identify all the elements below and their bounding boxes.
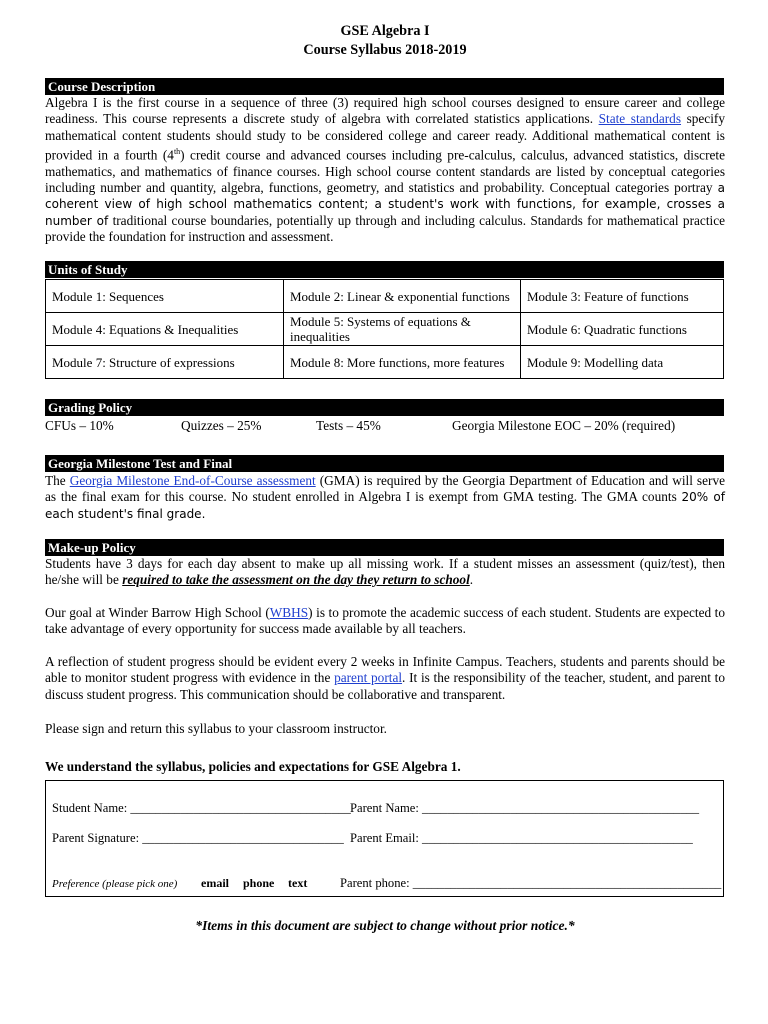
grade-item-eoc: Georgia Milestone EOC – 20% (required) xyxy=(452,418,676,433)
grade-item-tests: Tests – 45% xyxy=(316,418,381,433)
parent-phone-field[interactable]: Parent phone: _________________________________________________ xyxy=(340,876,722,890)
module-cell: Module 6: Quadratic functions xyxy=(521,313,724,346)
document-title: GSE Algebra I xyxy=(340,23,430,39)
milestone-assessment-link[interactable]: Georgia Milestone End-of-Course assessment xyxy=(69,473,316,488)
grade-item-cfus: CFUs – 10% xyxy=(45,418,114,433)
module-cell: Module 5: Systems of equations & inequalities xyxy=(284,313,521,346)
module-cell: Module 7: Structure of expressions xyxy=(46,346,284,379)
change-notice: *Items in this document are subject to change without prior notice.* xyxy=(195,918,575,933)
signature-form xyxy=(45,780,724,897)
module-cell: Module 2: Linear & exponential functions xyxy=(284,280,521,313)
module-cell: Module 1: Sequences xyxy=(46,280,284,313)
preference-phone-option[interactable]: phone xyxy=(243,876,275,890)
grading-policy-items xyxy=(45,418,725,435)
course-description-heading: Course Description xyxy=(45,78,724,95)
units-table xyxy=(45,279,724,379)
makeup-policy-heading: Make-up Policy xyxy=(45,539,724,556)
state-standards-link[interactable]: State standards xyxy=(598,111,682,127)
parent-name-field[interactable]: Parent Name: ____________________________________________ xyxy=(350,801,700,815)
table-row xyxy=(46,280,724,313)
document-subtitle: Course Syllabus 2018-2019 xyxy=(303,42,467,58)
preference-label: Preference (please pick one) xyxy=(52,878,178,890)
sign-request-text: Please sign and return this syllabus to your classroom instructor. xyxy=(45,721,387,736)
goal-text: Our goal at Winder Barrow High School (WBHS) is to promote the academic success of each student. Students are expected to take advantage of every opportunity for success made available by all teachers. xyxy=(45,605,725,637)
grade-item-quizzes: Quizzes – 25% xyxy=(181,418,262,433)
student-name-field[interactable]: Student Name: ___________________________________ xyxy=(52,801,351,815)
grading-policy-heading: Grading Policy xyxy=(45,399,724,416)
makeup-emphasis: required to take the assessment on the day they return to school xyxy=(122,572,470,588)
milestone-text: The Georgia Milestone End-of-Course assessment (GMA) is required by the Georgia Department of Education and will serve as the final exam for this course. No student enrolled in Algebra I is exempt from GMA testing. The GMA counts 20% of each student's final grade. xyxy=(45,473,725,521)
understand-statement: We understand the syllabus, policies and expectations for GSE Algebra 1. xyxy=(45,759,461,774)
module-cell: Module 8: More functions, more features xyxy=(284,346,521,379)
parent-portal-link[interactable]: parent portal xyxy=(334,670,403,686)
preference-email-option[interactable]: email xyxy=(201,876,229,890)
course-description-text: Algebra I is the first course in a sequence of three (3) required high school courses designed to ensure career and college readiness. This course represents a discrete study of algebra with correlated statistics applications. State standards specify mathematical content students should study to be considered college and career ready. Additional mathematical content is provided in a fourth (4th) credit course and advanced courses including pre-calculus, calculus, advanced statistics, discrete mathematics, and mathematics of finance courses. High school course content standards are listed by conceptual categories including number and quantity, algebra, functions, geometry, and statistics and probability. Conceptual categories portray a coherent view of high school mathematics content; a student's work with functions, for example, crosses a number of traditional course boundaries, potentially up through and including calculus. Standards for mathematical practice provide the foundation for instruction and assessment. xyxy=(45,95,726,244)
units-of-study-heading: Units of Study xyxy=(45,261,724,278)
module-cell: Module 3: Feature of functions xyxy=(521,280,724,313)
table-row xyxy=(46,313,724,346)
wbhs-link[interactable]: WBHS xyxy=(269,605,309,620)
parent-signature-field[interactable]: Parent Signature: ________________________________ xyxy=(52,831,344,845)
module-cell: Module 9: Modelling data xyxy=(521,346,724,379)
milestone-heading: Georgia Milestone Test and Final xyxy=(45,455,724,472)
makeup-policy-text: Students have 3 days for each day absent to make up all missing work. If a student misses an assessment (quiz/test), then he/she will be required to take the assessment on the day they return to school. xyxy=(45,556,725,588)
parent-email-field[interactable]: Parent Email: ___________________________________________ xyxy=(350,831,693,845)
module-cell: Module 4: Equations & Inequalities xyxy=(46,313,284,346)
preference-text-option[interactable]: text xyxy=(288,876,308,890)
table-row xyxy=(46,346,724,379)
reflection-text: A reflection of student progress should be evident every 2 weeks in Infinite Campus. Teachers, students and parents should be able to monitor student progress with evidence in the parent portal. It is the responsibility of the teacher, student, and parent to discuss student progress. This communication should be collaborative and transparent. xyxy=(45,654,725,702)
